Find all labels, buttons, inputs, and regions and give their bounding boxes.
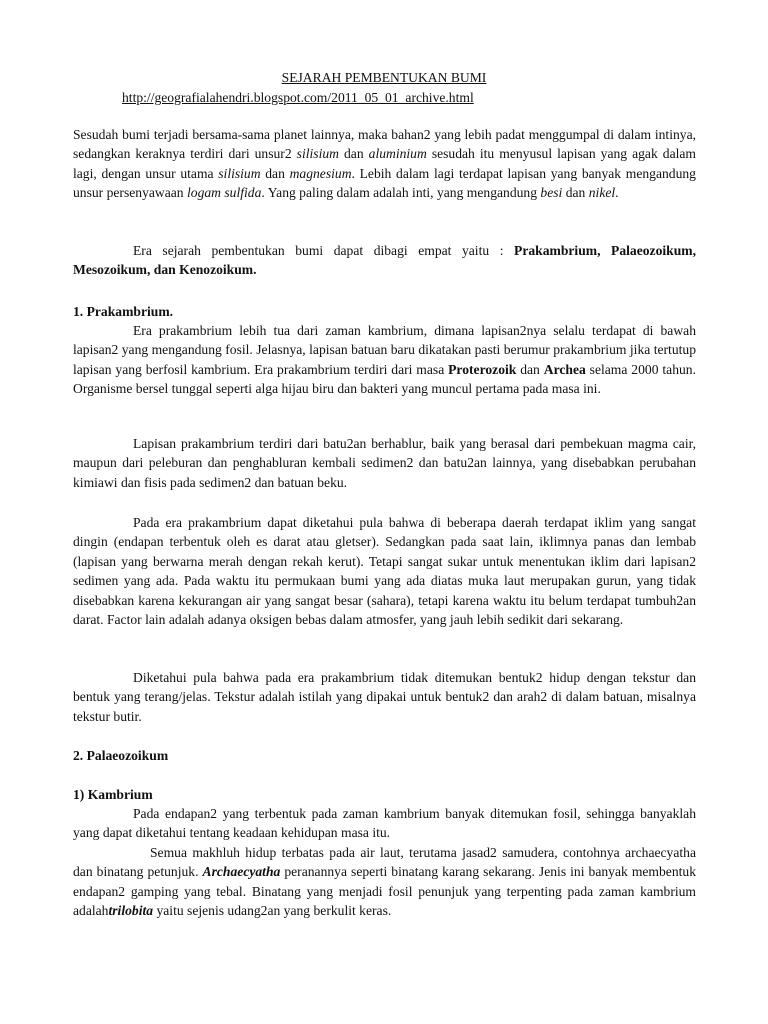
kambrium-paragraph-1: Pada endapan2 yang terbentuk pada zaman kambrium banyak ditemukan fosil, sehingga banyaklah yang dapat diketahui tentang keadaan kehidupan masa itu.: [73, 806, 696, 841]
term-archaecyatha: Archaecyatha: [202, 864, 281, 880]
prakambrium-paragraph-2: Lapisan prakambrium terdiri dari batu2an berhablur, baik yang berasal dari pembekuan magma cair, maupun dari peleburan dan penghabluran kembali sedimen2 dan batu2an lainnya, yang disebabkan perubahan kimiawi dan fisis pada sedimen2 dan batuan beku.: [73, 436, 696, 490]
term-logam-sulfida: logam sulfida: [187, 185, 262, 201]
intro-paragraph: Sesudah bumi terjadi bersama-sama planet lainnya, maka bahan2 yang lebih padat menggumpal di dalam intinya, sedangkan keraknya terdiri dari unsur2 silisium dan aluminium sesudah itu menyusul lapisan yang agak dalam lagi, dengan unsur utama silisium dan magnesium. Lebih dalam lagi terdapat lapisan yang banyak mengandung unsur persenyawaan logam sulfida. Yang paling dalam adalah inti, yang mengandung besi dan nikel.: [73, 127, 696, 201]
prakambrium-paragraph-3: Pada era prakambrium dapat diketahui pula bahwa di beberapa daerah terdapat iklim yang sangat dingin (endapan terbentuk oleh es darat atau gletser). Sedangkan pada saat lain, iklimnya panas dan lembab (lapisan yang berwarna merah dengan rekah kerut). Tetapi sangat sukar untuk menentukan iklim dari lapisan2 sedimen yang ada. Pada waktu itu permukaan bumi yang ada diatas muka laut merupakan gurun, yang tidak disebabkan karena kekurangan air yang sangat besar (sahara), tetapi karena waktu itu belum terdapat tumbuh2an darat. Factor lain adalah adanya oksigen bebas dalam atmosfer, yang jauh lebih sedikit dari sekarang.: [73, 515, 696, 628]
era-list: Prakambrium, Palaeozoikum, Mesozoikum, dan Kenozoikum.: [73, 243, 696, 278]
document-title: SEJARAH PEMBENTUKAN BUMI: [281, 70, 487, 85]
source-url[interactable]: http://geografialahendri.blogspot.com/2011_05_01_archive.html: [122, 90, 474, 105]
term-besi: besi: [540, 185, 563, 201]
kambrium-paragraph-2: Semua makhluh hidup terbatas pada air laut, terutama jasad2 samudera, contohnya archaecyatha dan binatang petunjuk. Archaecyatha peranannya seperti binatang karang sekarang. Jenis ini banyak membentuk endapan2 gamping yang tebal. Binatang yang menjadi fosil penunjuk yang terpenting pada zaman kambrium adalahtrilobita yaitu sejenis udang2an yang berkulit keras.: [73, 845, 697, 919]
section-heading-prakambrium: 1. Prakambrium.: [73, 304, 174, 319]
term-aluminium: aluminium: [368, 146, 427, 162]
section-heading-palaeozoikum: 2. Palaeozoikum: [73, 748, 169, 763]
term-trilobita: trilobita: [108, 903, 154, 919]
term-nikel: nikel: [588, 185, 616, 201]
prakambrium-paragraph-1: Era prakambrium lebih tua dari zaman kambrium, dimana lapisan2nya selalu terdapat di bawah lapisan2 yang mengandung fosil. Jelasnya, lapisan batuan baru dikatakan pasti berumur prakambrium jika tertutup lapisan yang berfosil kambrium. Era prakambrium terdiri dari masa Proterozoik dan Archea selama 2000 tahun. Organisme bersel tunggal seperti alga hijau biru dan bakteri yang muncul pertama pada masa ini.: [73, 323, 696, 397]
term-magnesium: magnesium: [289, 165, 352, 181]
term-silisium-2: silisium: [218, 165, 261, 181]
term-silisium: silisium: [296, 146, 339, 162]
era-paragraph: Era sejarah pembentukan bumi dapat dibagi empat yaitu : Prakambrium, Palaeozoikum, Mesozoikum, dan Kenozoikum.: [73, 243, 696, 278]
term-proterozoik: Proterozoik: [448, 361, 517, 377]
term-archea: Archea: [543, 361, 586, 377]
subsection-heading-kambrium: 1) Kambrium: [73, 787, 153, 802]
prakambrium-paragraph-4: Diketahui pula bahwa pada era prakambrium tidak ditemukan bentuk2 hidup dengan tekstur dan bentuk yang terang/jelas. Tekstur adalah istilah yang dipakai untuk bentuk2 dan arah2 di dalam batuan, misalnya tekstur butir.: [73, 670, 696, 724]
